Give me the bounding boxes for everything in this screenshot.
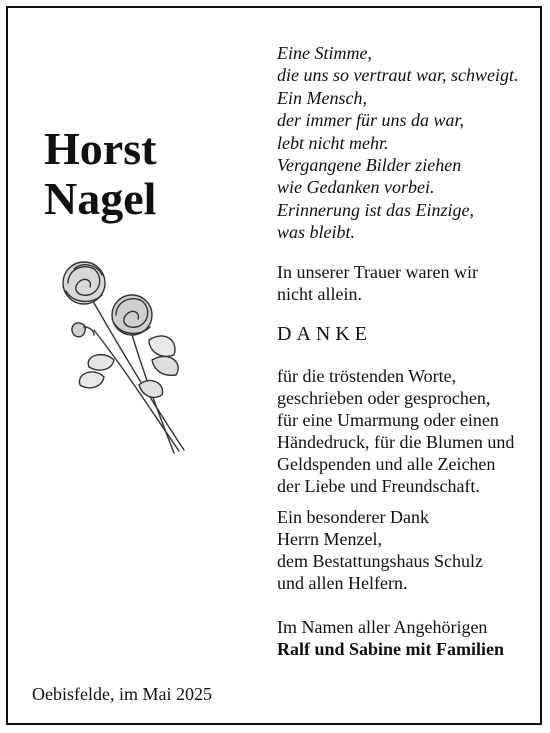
text-line: In unserer Trauer waren wir	[277, 262, 478, 282]
obituary-card	[6, 6, 542, 725]
thanks-paragraph	[277, 365, 547, 497]
text-line: geschrieben oder gesprochen,	[277, 388, 491, 408]
last-name: Nagel	[44, 173, 157, 224]
danke-heading: DANKE	[277, 323, 372, 345]
text-line: nicht allein.	[277, 284, 362, 304]
poem-line: Eine Stimme,	[277, 43, 372, 63]
text-line: Ein besonderer Dank	[277, 507, 429, 527]
signature-block	[277, 616, 547, 660]
poem-line: lebt nicht mehr.	[277, 132, 389, 153]
special-thanks-paragraph	[277, 506, 547, 594]
poem-line: der immer für uns da war,	[277, 110, 465, 131]
poem-line: wie Gedanken vorbei.	[277, 177, 435, 198]
text-line: und allen Helfern.	[277, 573, 408, 593]
text-line: dem Bestattungshaus Schulz	[277, 551, 483, 571]
text-line: Händedruck, für die Blumen und	[277, 432, 515, 452]
poem-line: Ein Mensch,	[277, 87, 367, 108]
text-line: für die tröstenden Worte,	[277, 366, 457, 386]
deceased-name	[44, 124, 204, 224]
text-line: Geldspenden und alle Zeichen	[277, 454, 496, 474]
poem-line: die uns so vertraut war, schweigt.	[277, 65, 519, 86]
signature-names: Ralf und Sabine mit Familien	[277, 639, 505, 659]
text-line: Herrn Menzel,	[277, 529, 382, 549]
signature-line: Im Namen aller Angehörigen	[277, 617, 488, 637]
first-name: Horst	[44, 123, 157, 174]
rose-icon	[54, 255, 194, 455]
place-date: Oebisfelde, im Mai 2025	[32, 684, 212, 704]
text-line: für eine Umarmung oder einen	[277, 410, 499, 430]
poem-line: Erinnerung ist das Einzige,	[277, 199, 474, 220]
text-line: der Liebe und Freundschaft.	[277, 476, 480, 496]
poem-line: Vergangene Bilder ziehen	[277, 155, 462, 176]
intro-paragraph	[277, 261, 547, 305]
poem-line: was bleibt.	[277, 222, 356, 243]
poem	[277, 42, 547, 244]
